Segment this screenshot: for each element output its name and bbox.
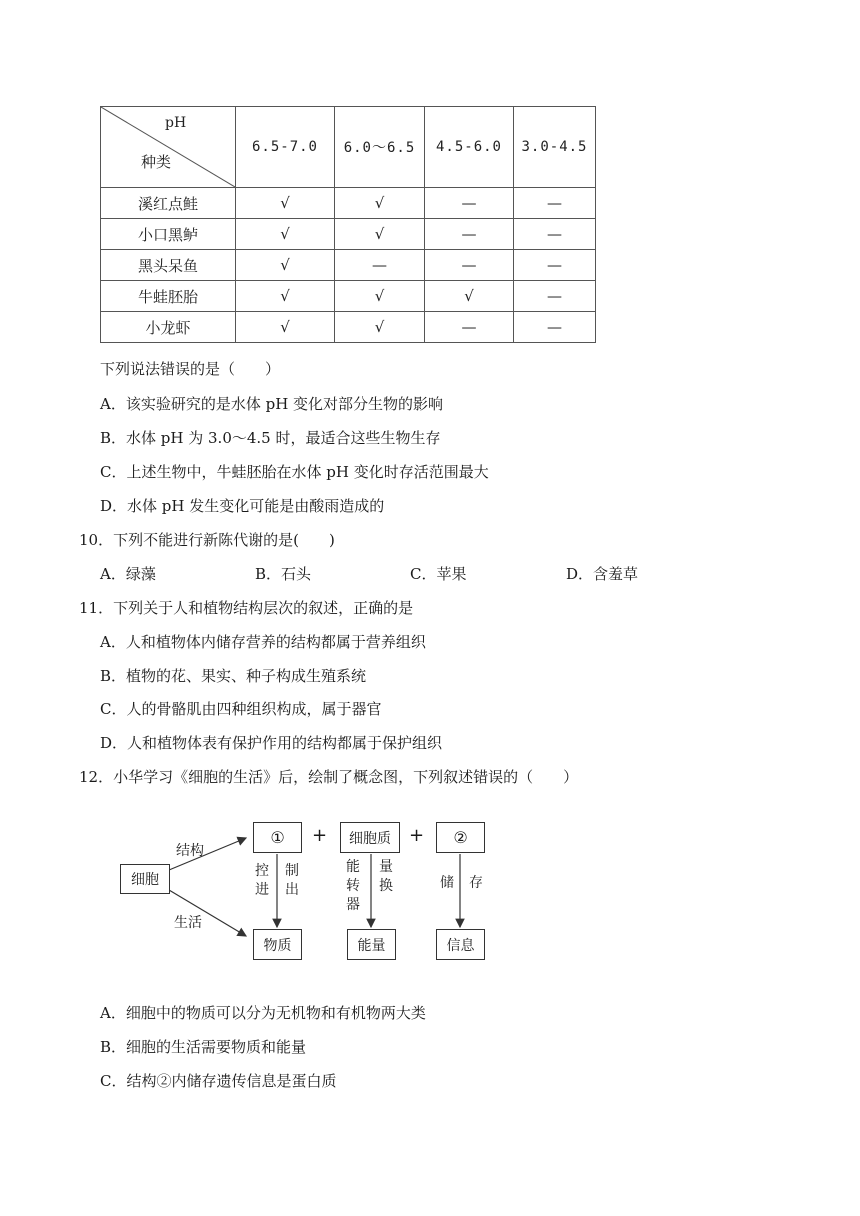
species-name: 牛蛙胚胎 xyxy=(101,281,236,312)
table-cell: √ xyxy=(425,281,514,312)
question-9-stem: 下列说法错误的是（ ） xyxy=(100,360,281,378)
species-name: 黑头呆鱼 xyxy=(101,250,236,281)
structure-1-box: ① xyxy=(253,822,302,853)
option-a: A．人和植物体内储存营养的结构都属于营养组织 xyxy=(100,633,426,651)
table-cell: — xyxy=(425,250,514,281)
table-cell: √ xyxy=(335,188,425,219)
ph-range-header: 3.0-4.5 xyxy=(514,107,596,188)
table-cell: √ xyxy=(236,219,335,250)
question-10-stem: 10．下列不能进行新陈代谢的是( ) xyxy=(79,531,335,549)
table-cell: — xyxy=(514,250,596,281)
option-a: A．细胞中的物质可以分为无机物和有机物两大类 xyxy=(100,1004,426,1022)
table-cell: — xyxy=(514,312,596,343)
option-b: B．石头 xyxy=(255,565,312,583)
option-a: A．该实验研究的是水体 pH 变化对部分生物的影响 xyxy=(100,395,444,413)
information-box: 信息 xyxy=(436,929,485,960)
option-b: B．水体 pH 为 3.0～4.5 时，最适合这些生物生存 xyxy=(100,429,441,447)
ph-range-header: 6.5-7.0 xyxy=(236,107,335,188)
header-ph-label: pH xyxy=(165,115,187,131)
diagonal-header-cell xyxy=(101,107,236,188)
ph-range-header: 6.0～6.5 xyxy=(335,107,425,188)
structure-label: 结构 xyxy=(176,843,204,859)
option-d: D．含羞草 xyxy=(566,565,639,583)
energy-exchange-label: 量换 xyxy=(379,859,393,894)
structure-2-box: ② xyxy=(436,822,485,853)
species-name: 小龙虾 xyxy=(101,312,236,343)
storage-label-left: 储 xyxy=(440,875,454,891)
option-d: D．人和植物体表有保护作用的结构都属于保护组织 xyxy=(100,734,443,752)
table-cell: — xyxy=(514,188,596,219)
table-row xyxy=(101,281,596,312)
table-row xyxy=(101,312,596,343)
cell-box: 细胞 xyxy=(120,864,170,894)
option-d: D．水体 pH 发生变化可能是由酸雨造成的 xyxy=(100,497,385,515)
option-b: B．细胞的生活需要物质和能量 xyxy=(100,1038,307,1056)
table-cell: — xyxy=(425,219,514,250)
question-12-stem: 12．小华学习《细胞的生活》后，绘制了概念图，下列叙述错误的（ ） xyxy=(79,768,579,786)
table-cell: — xyxy=(335,250,425,281)
table-cell: √ xyxy=(335,219,425,250)
table-cell: — xyxy=(514,281,596,312)
table-row xyxy=(101,250,596,281)
energy-converter-label: 能转器 xyxy=(346,859,360,913)
concept-diagram xyxy=(119,812,499,967)
life-label: 生活 xyxy=(174,915,202,931)
plus-sign: + xyxy=(409,825,425,846)
option-c: C．结构②内储存遗传信息是蛋白质 xyxy=(100,1072,337,1090)
table-cell: — xyxy=(425,312,514,343)
storage-label-right: 存 xyxy=(469,875,483,891)
matter-box: 物质 xyxy=(253,929,302,960)
table-cell: √ xyxy=(335,281,425,312)
table-row xyxy=(101,188,596,219)
energy-box: 能量 xyxy=(347,929,396,960)
table-cell: √ xyxy=(335,312,425,343)
table-cell: √ xyxy=(236,312,335,343)
question-11-stem: 11．下列关于人和植物结构层次的叙述，正确的是 xyxy=(79,599,414,617)
table-row xyxy=(101,219,596,250)
control-entry-label: 控进 xyxy=(255,863,269,898)
option-c: C．上述生物中，牛蛙胚胎在水体 pH 变化时存活范围最大 xyxy=(100,463,489,481)
table-cell: √ xyxy=(236,250,335,281)
option-a: A．绿藻 xyxy=(100,565,156,583)
species-name: 小口黑鲈 xyxy=(101,219,236,250)
table-cell: — xyxy=(425,188,514,219)
table-cell: — xyxy=(514,219,596,250)
table-cell: √ xyxy=(236,281,335,312)
option-b: B．植物的花、果实、种子构成生殖系统 xyxy=(100,667,367,685)
ph-tolerance-table xyxy=(100,106,596,343)
control-exit-label: 制出 xyxy=(285,863,299,898)
species-name: 溪红点鲑 xyxy=(101,188,236,219)
option-c: C．苹果 xyxy=(410,565,467,583)
ph-range-header: 4.5-6.0 xyxy=(425,107,514,188)
table-cell: √ xyxy=(236,188,335,219)
header-kind-label: 种类 xyxy=(141,153,172,171)
table-header-row xyxy=(101,107,596,188)
option-c: C．人的骨骼肌由四种组织构成，属于器官 xyxy=(100,700,382,718)
plus-sign: + xyxy=(312,825,328,846)
cytoplasm-box: 细胞质 xyxy=(340,822,400,853)
